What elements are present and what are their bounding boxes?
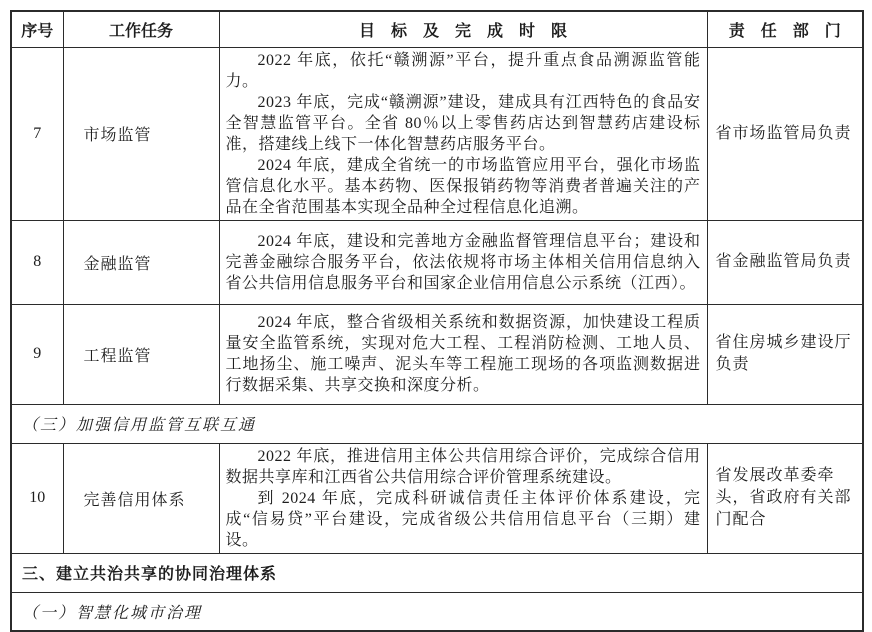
- section-smartcity-label: （一）智慧化城市治理: [11, 592, 863, 631]
- row-7-goal-paragraph: 2022 年底，依托“赣溯源”平台，提升重点食品溯源监管能力。: [225, 51, 701, 90]
- row-7-task: 市场监管: [63, 47, 219, 220]
- section-row-smartcity: [11, 592, 863, 631]
- section-part3-label: 三、建立共治共享的协同治理体系: [11, 553, 863, 592]
- header-goals: 目 标 及 完 成 时 限: [219, 11, 707, 47]
- section-credit-label: （三）加强信用监管互联互通: [11, 404, 863, 443]
- row-8-task: 金融监管: [63, 220, 219, 304]
- row-7-goal-paragraph: 2024 年底，建成全省统一的市场监管应用平台，强化市场监管信息化水平。基本药物、医保报销药物等消费者普遍关注的产品在全省范围基本实现全品种全过程信息化追溯。: [225, 156, 701, 216]
- row-10-task: 完善信用体系: [63, 443, 219, 553]
- section-row-credit: [11, 404, 863, 443]
- row-10-goal-paragraph: 2022 年底，推进信用主体公共信用综合评价，完成综合信用数据共享库和江西省公共信用综合评价管理系统建设。: [225, 447, 701, 486]
- row-10-goal-paragraph: 到 2024 年底，完成科研诚信责任主体评价体系建设，完成“信易贷”平台建设，完成省级公共信用信息平台（三期）建设。: [225, 489, 701, 549]
- row-7-department: 省市场监管局负责: [707, 47, 863, 220]
- table-row-7: [11, 47, 863, 220]
- row-8-number: 8: [11, 220, 63, 304]
- header-task: 工作任务: [63, 11, 219, 47]
- section-row-part3: [11, 553, 863, 592]
- row-9-goals: [219, 304, 707, 404]
- row-8-goal-paragraph: 2024 年底，建设和完善地方金融监督管理信息平台；建设和完善金融综合服务平台，依法依规将市场主体相关信用信息纳入省公共信用信息服务平台和国家企业信用信息公示系统（江西）。: [225, 232, 701, 292]
- row-9-number: 9: [11, 304, 63, 404]
- row-10-department: 省发展改革委牵头，省政府有关部门配合: [707, 443, 863, 553]
- row-10-number: 10: [11, 443, 63, 553]
- row-7-goal-paragraph: 2023 年底，完成“赣溯源”建设，建成具有江西特色的食品安全智慧监管平台。全省 80％以上零售药店达到智慧药店建设标准，搭建线上线下一体化智慧药店服务平台。: [225, 93, 701, 153]
- row-8-goals: [219, 220, 707, 304]
- row-10-goals: [219, 443, 707, 553]
- table-row-8: [11, 220, 863, 304]
- header-no: 序号: [11, 11, 63, 47]
- row-8-department: 省金融监管局负责: [707, 220, 863, 304]
- row-7-number: 7: [11, 47, 63, 220]
- table-row-10: [11, 443, 863, 553]
- row-9-department: 省住房城乡建设厅负责: [707, 304, 863, 404]
- row-9-task: 工程监管: [63, 304, 219, 404]
- row-9-goal-paragraph: 2024 年底，整合省级相关系统和数据资源，加快建设工程质量安全监管系统，实现对危大工程、工程消防检测、工地人员、工地扬尘、施工噪声、泥头车等工程施工现场的各项监测数据进行数据采集、共享交换和深度分析。: [225, 314, 701, 394]
- work-task-table: [10, 10, 864, 632]
- table-header-row: [11, 11, 863, 47]
- table-row-9: [11, 304, 863, 404]
- header-dept: 责 任 部 门: [707, 11, 863, 47]
- row-7-goals: [219, 47, 707, 220]
